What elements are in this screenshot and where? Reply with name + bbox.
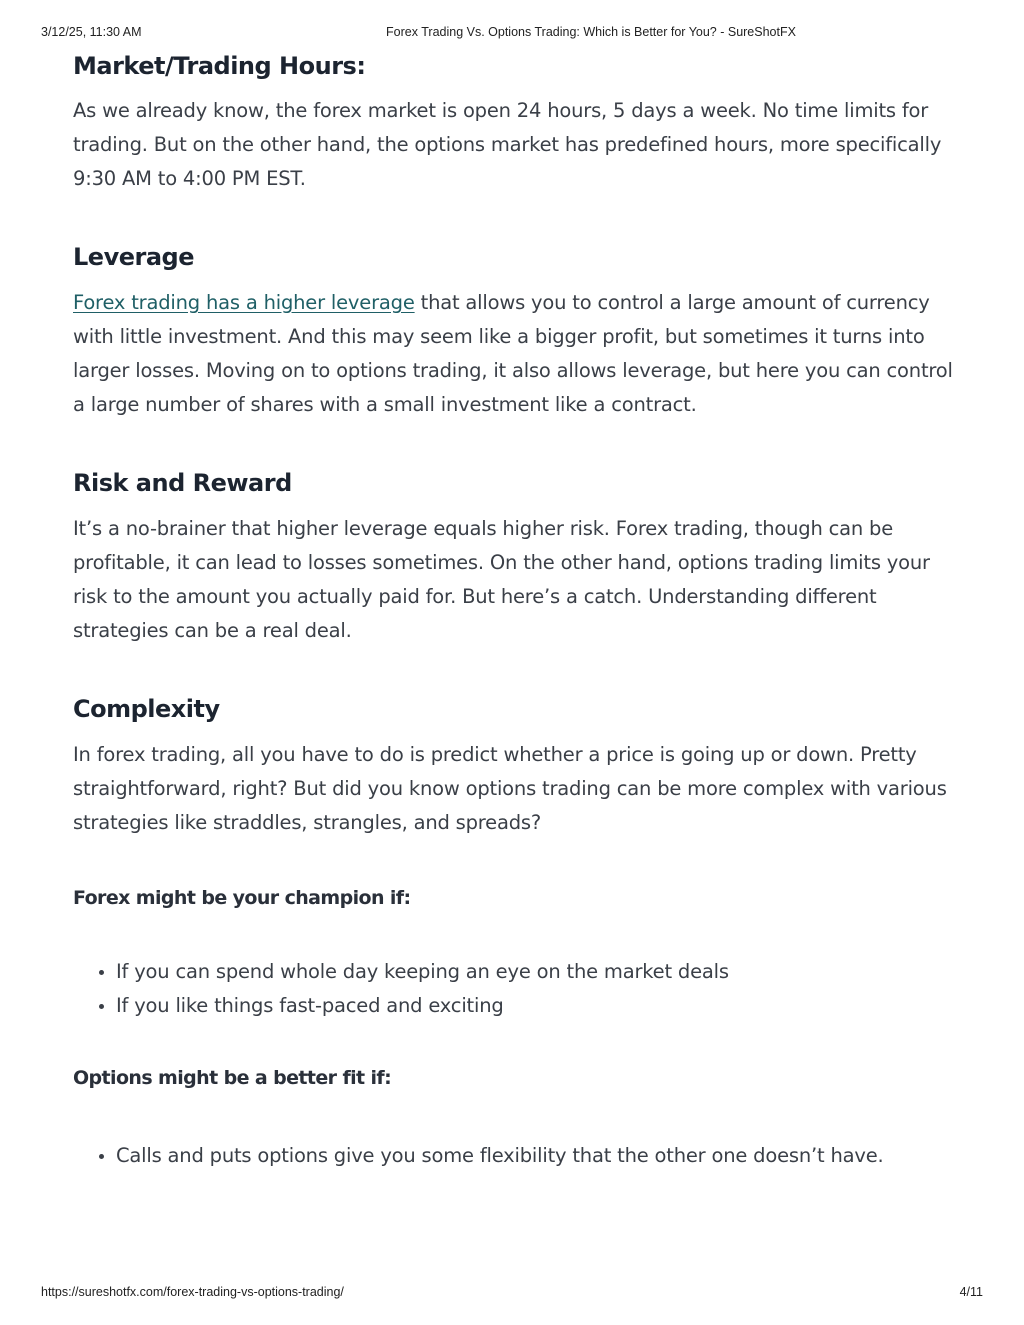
heading-forex-champion: Forex might be your champion if: — [73, 887, 411, 909]
list-options-fit — [73, 1139, 953, 1173]
list-forex-champion — [73, 955, 953, 1023]
leverage-link[interactable]: Forex trading has a higher leverage — [73, 291, 415, 314]
heading-complexity: Complexity — [73, 695, 220, 723]
heading-options-fit: Options might be a better fit if: — [73, 1067, 392, 1089]
heading-market-hours: Market/Trading Hours: — [73, 52, 366, 80]
print-footer — [0, 1285, 1024, 1301]
print-page-title: Forex Trading Vs. Options Trading: Which is Better for You? - SureShotFX — [386, 25, 796, 39]
heading-leverage: Leverage — [73, 243, 194, 271]
paragraph-risk-reward: It’s a no-brainer that higher leverage equals higher risk. Forex trading, though can be profitable, it can lead to losses sometimes. On the other hand, options trading limits your risk to the amount you actually paid for. But here’s a catch. Understanding different strategies can be a real deal. — [73, 517, 930, 642]
print-page-number: 4/11 — [959, 1285, 983, 1299]
article-content — [73, 48, 953, 1173]
paragraph-market-hours: As we already know, the forex market is open 24 hours, 5 days a week. No time limits for trading. But on the other hand, the options market has predefined hours, more specifically 9:30 AM to 4:00 PM EST. — [73, 99, 942, 190]
list-item: • Calls and puts options give you some flexibility that the other one doesn’t have. — [116, 1139, 953, 1173]
list-item: • If you like things fast-paced and exciting — [116, 989, 953, 1023]
paragraph-leverage — [73, 286, 953, 422]
paragraph-complexity: In forex trading, all you have to do is predict whether a price is going up or down. Pretty straightforward, right? But did you know options trading can be more complex with various strategies like straddles, strangles, and spreads? — [73, 743, 947, 834]
print-url: https://sureshotfx.com/forex-trading-vs-options-trading/ — [41, 1285, 344, 1299]
heading-risk-reward: Risk and Reward — [73, 469, 292, 497]
leverage-text: that allows you to control a large amount of currency with little investment. And this may seem like a bigger profit, but sometimes it turns into larger losses. Moving on to options trading, it also allows leverage, but here you can control a large number of shares with a small investment like a contract. — [73, 291, 953, 416]
list-item: • If you can spend whole day keeping an eye on the market deals — [116, 955, 953, 989]
print-datetime: 3/12/25, 11:30 AM — [41, 25, 142, 39]
print-header — [0, 25, 1024, 41]
